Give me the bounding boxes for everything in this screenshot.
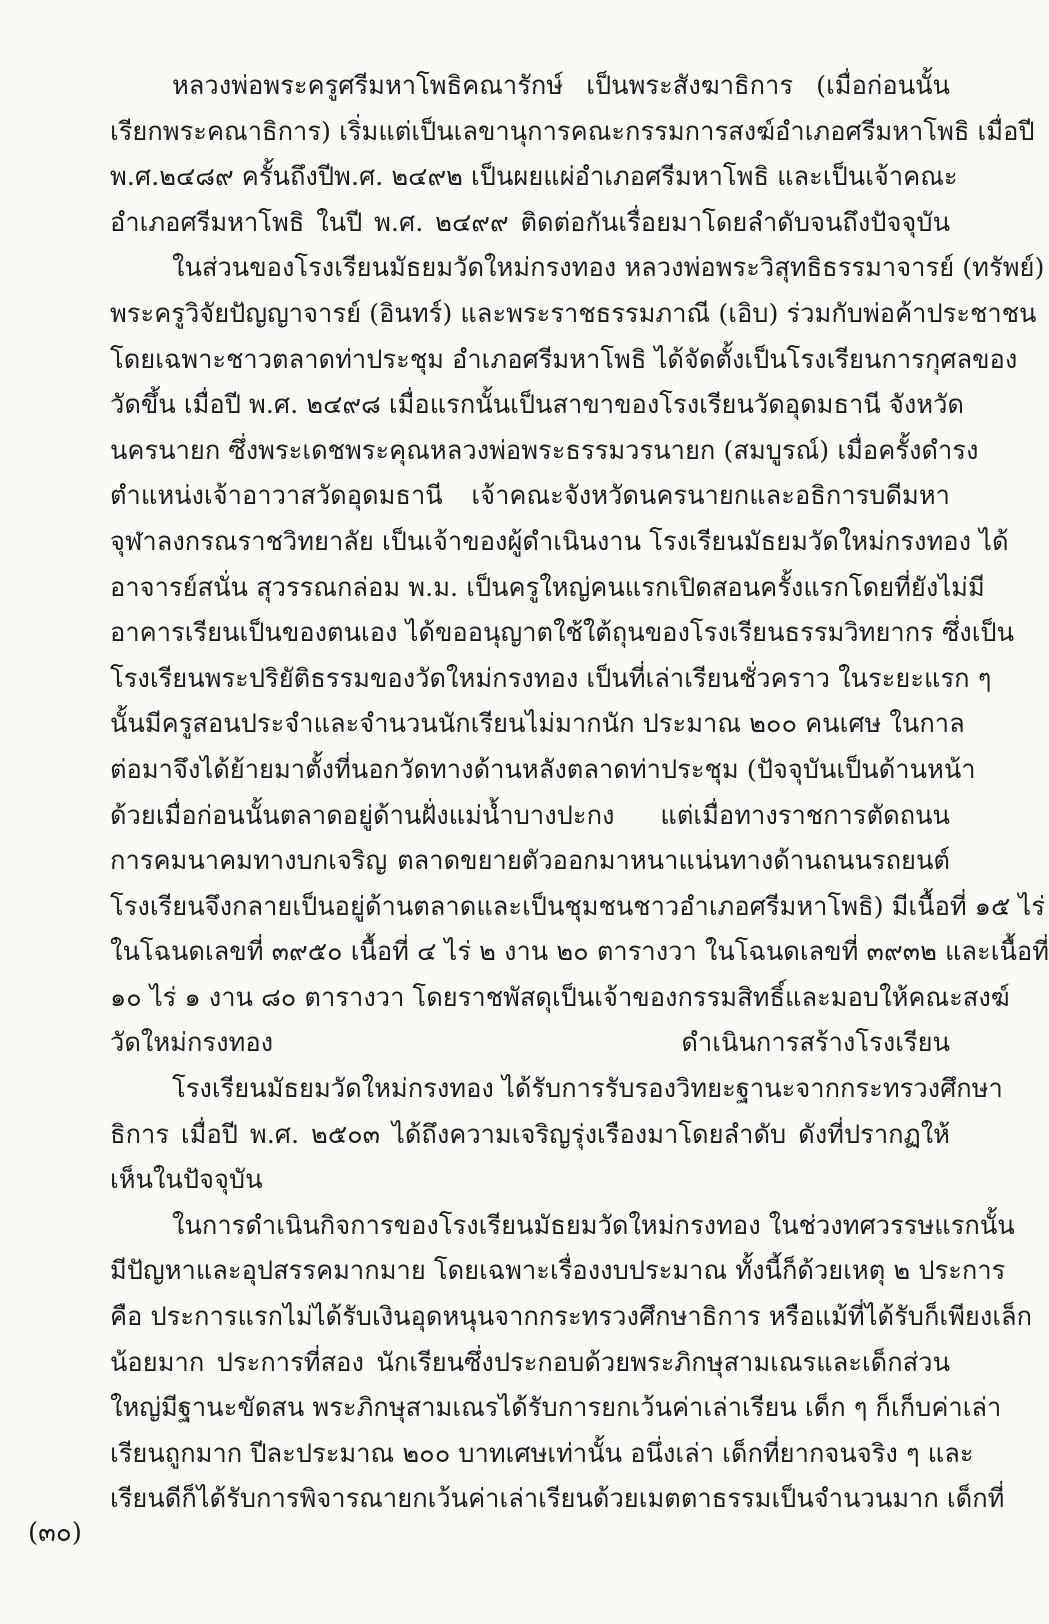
text-line: วัดขึ้น เมื่อปี พ.ศ. ๒๔๙๘ เมื่อแรกนั้นเป็นสาขาของโรงเรียนวัดอุดมธานี จังหวัด (110, 390, 964, 421)
paragraph-4 (110, 1204, 1033, 1523)
text-line: อำเภอศรีมหาโพธิ ในปี พ.ศ. ๒๔๙๙ ติดต่อกันเรื่อยมาโดยลำดับจนถึงปัจจุบัน (110, 207, 950, 238)
text-line: เรียกพระคณาธิการ) เริ่มแต่เป็นเลขานุการคณะกรรมการสงฆ์อำเภอศรีมหาโพธิ เมื่อปี (110, 116, 1035, 147)
paragraph-1 (110, 64, 1035, 246)
text-line: มีปัญหาและอุปสรรคมากมาย โดยเฉพาะเรื่องงบประมาณ ทั้งนี้ก็ด้วยเหตุ ๒ ประการ (110, 1256, 1006, 1287)
text-line: โรงเรียนมัธยมวัดใหม่กรงทอง ได้รับการรับรองวิทยะฐานะจากกระทรวงศึกษา (172, 1074, 1003, 1105)
text-line: เรียนถูกมาก ปีละประมาณ ๒๐๐ บาทเศษเท่านั้น อนึ่งเล่า เด็กที่ยากจนจริง ๆ และ (110, 1438, 974, 1469)
text-line: นั้นมีครูสอนประจำและจำนวนนักเรียนไม่มากนัก ประมาณ ๒๐๐ คนเศษ ในกาล (110, 709, 965, 740)
document-body (110, 64, 1049, 1523)
text-line: วัดใหม่กรงทอง ดำเนินการสร้างโรงเรียน (110, 1028, 950, 1059)
text-line: พระครูวิจัยปัญญาจารย์ (อินทร์) และพระราชธรรมภาณี (เอิบ) ร่วมกับพ่อค้าประชาชน (110, 298, 1037, 329)
text-line: พ.ศ.๒๔๘๙ ครั้นถึงปีพ.ศ. ๒๔๙๒ เป็นผยแผ่อำเภอศรีมหาโพธิ และเป็นเจ้าคณะ (110, 162, 958, 193)
text-line: อาคารเรียนเป็นของตนเอง ได้ขออนุญาตใช้ใต้ถุนของโรงเรียนธรรมวิทยากร ซึ่งเป็น (110, 618, 1015, 649)
text-line: โรงเรียนพระปริยัติธรรมของวัดใหม่กรงทอง เป็นที่เล่าเรียนชั่วคราว ในระยะแรก ๆ (110, 663, 992, 694)
text-line: โดยเฉพาะชาวตลาดท่าประชุม อำเภอศรีมหาโพธิ ได้จัดตั้งเป็นโรงเรียนการกุศลของ (110, 344, 1018, 375)
text-line: ในส่วนของโรงเรียนมัธยมวัดใหม่กรงทอง หลวงพ่อพระวิสุทธิธรรมาจารย์ (ทรัพย์) (172, 253, 1045, 284)
text-line: อาจารย์สนั่น สุวรรณกล่อม พ.ม. เป็นครูใหญ่คนแรกเปิดสอนครั้งแรกโดยที่ยังไม่มี (110, 572, 985, 603)
text-line: ด้วยเมื่อก่อนนั้นตลาดอยู่ด้านฝั่งแม่น้ำบางปะกง แต่เมื่อทางราชการตัดถนน (110, 800, 950, 831)
text-line: ธิการ เมื่อปี พ.ศ. ๒๕๐๓ ได้ถึงความเจริญรุ่งเรืองมาโดยลำดับ ดังที่ปรากฏให้ (110, 1119, 950, 1150)
text-line: น้อยมาก ประการที่สอง นักเรียนซึ่งประกอบด้วยพระภิกษุสามเณรและเด็กส่วน (110, 1347, 950, 1378)
text-line: ตำแหน่งเจ้าอาวาสวัดอุดมธานี เจ้าคณะจังหวัดนครนายกและอธิการบดีมหา (110, 481, 950, 512)
text-line: จุฬาลงกรณราชวิทยาลัย เป็นเจ้าของผู้ดำเนินงาน โรงเรียนมัธยมวัดใหม่กรงทอง ได้ (110, 526, 1009, 557)
text-line: ต่อมาจึงได้ย้ายมาตั้งที่นอกวัดทางด้านหลังตลาดท่าประชุม (ปัจจุบันเป็นด้านหน้า (110, 754, 976, 785)
paragraph-2 (110, 246, 1049, 1067)
text-line: ๑๐ ไร่ ๑ งาน ๘๐ ตารางวา โดยราชพัสดุเป็นเจ้าของกรรมสิทธิ์และมอบให้คณะสงฆ์ (110, 982, 1010, 1013)
text-line: คือ ประการแรกไม่ได้รับเงินอุดหนุนจากกระทรวงศึกษาธิการ หรือแม้ที่ได้รับก็เพียงเล็ก (110, 1302, 1033, 1333)
paragraph-3 (110, 1067, 1003, 1204)
text-line: ใหญ่มีฐานะขัดสน พระภิกษุสามเณรได้รับการยกเว้นค่าเล่าเรียน เด็ก ๆ ก็เก็บค่าเล่า (110, 1393, 1002, 1424)
text-line: เห็นในปัจจุบัน (110, 1165, 263, 1196)
page-number: (๓๐) (28, 1518, 82, 1548)
text-line: เรียนดีก็ได้รับการพิจารณายกเว้นค่าเล่าเรียนด้วยเมตตาธรรมเป็นจำนวนมาก เด็กที่ (110, 1484, 1005, 1515)
text-line: ในการดำเนินกิจการของโรงเรียนมัธยมวัดใหม่กรงทอง ในช่วงทศวรรษแรกนั้น (172, 1210, 1015, 1241)
text-line: ในโฉนดเลขที่ ๓๙๕๐ เนื้อที่ ๔ ไร่ ๒ งาน ๒๐ ตารางวา ในโฉนดเลขที่ ๓๙๓๒ และเนื้อที่ (110, 937, 1049, 968)
text-line: หลวงพ่อพระครูศรีมหาโพธิคณารักษ์ เป็นพระสังฆาธิการ (เมื่อก่อนนั้น (172, 71, 950, 101)
text-line: การคมนาคมทางบกเจริญ ตลาดขยายตัวออกมาหนาแน่นทางด้านถนนรถยนต์ (110, 846, 950, 877)
text-line: โรงเรียนจึงกลายเป็นอยู่ด้านตลาดและเป็นชุมชนชาวอำเภอศรีมหาโพธิ) มีเนื้อที่ ๑๕ ไร่ (110, 891, 1045, 922)
text-line: นครนายก ซึ่งพระเดชพระคุณหลวงพ่อพระธรรมวรนายก (สมบูรณ์) เมื่อครั้งดำรง (110, 435, 979, 466)
